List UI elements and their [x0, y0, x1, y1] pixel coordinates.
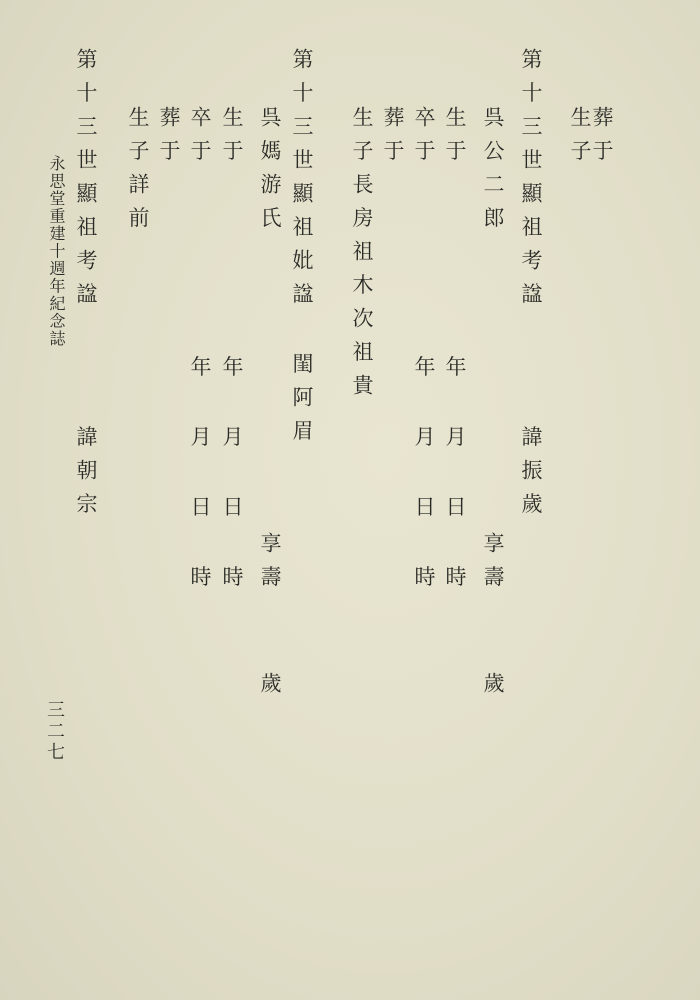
text-column-heading-13-gen-ancestress: 第十三世顯祖妣諡 閨阿眉 — [290, 48, 314, 453]
text-column-died-1: 卒于 年 月 日 時 — [412, 106, 436, 599]
text-column-wu-gong-er-lang: 呉公二郎 享壽 歲 — [481, 106, 505, 706]
text-column-born-1: 生于 年 月 日 時 — [443, 106, 467, 599]
text-column-heading-13-gen-ancestor: 第十三世顯祖考諡 諱振歲 — [519, 48, 543, 526]
text-column-buried-at-1: 葬于 — [590, 106, 614, 173]
text-column-born-2: 生于 年 月 日 時 — [220, 106, 244, 599]
text-column-children-1: 生子長房祖木次祖貴 — [350, 106, 374, 408]
text-column-wu-ma-you-shi: 呉媽游氏 享壽 歲 — [258, 106, 282, 706]
text-column-children-2: 生子詳前 — [126, 106, 150, 240]
text-column-buried-at-3: 葬于 — [157, 106, 181, 173]
page-number: 三二七 — [44, 700, 65, 763]
text-column-heading-13-gen-ancestor-2: 第十三世顯祖考諡 諱朝宗 — [74, 48, 98, 526]
text-column-child-1: 生子 — [568, 106, 592, 173]
text-column-buried-at-2: 葬于 — [381, 106, 405, 173]
text-column-died-2: 卒于 年 月 日 時 — [188, 106, 212, 599]
running-title: 永思堂重建十週年紀念誌 — [47, 155, 66, 348]
